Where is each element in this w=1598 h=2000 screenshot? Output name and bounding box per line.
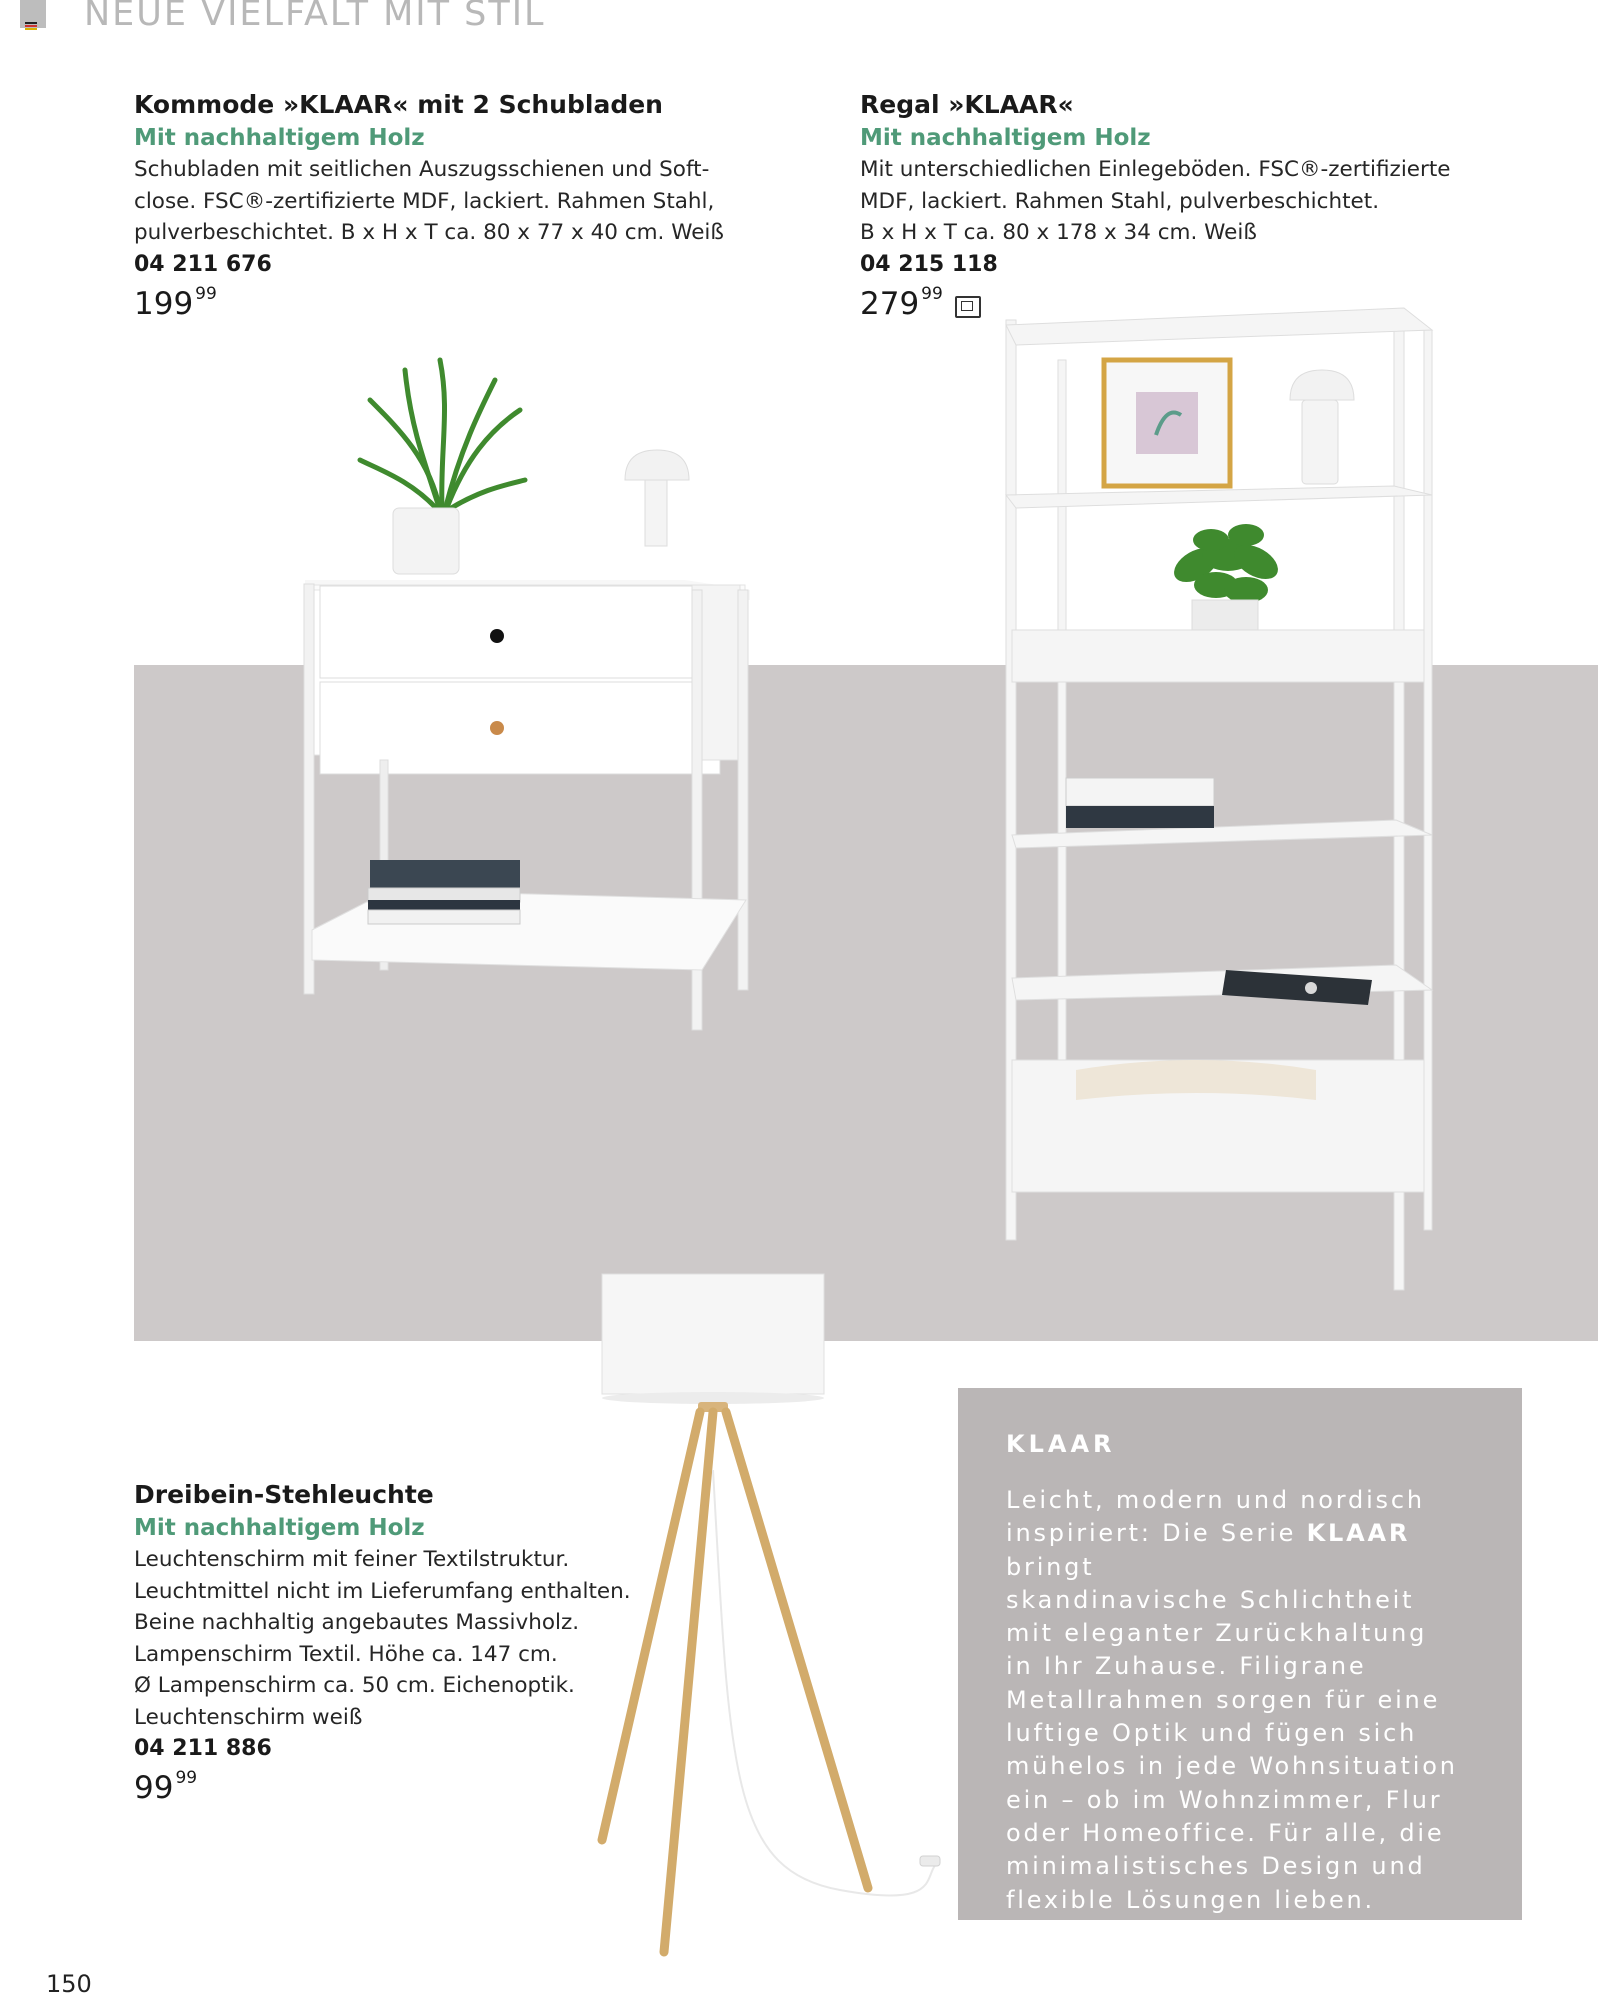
product-price	[860, 284, 1480, 324]
article-number: 04 215 118	[860, 251, 998, 277]
product-description: Leuchtenschirm mit feiner Textilstruktur. Leuchtmittel nicht im Lieferumfang enthalten. Beine nachhaltig angebautes Massivholz. Lampenschirm Textil. Höhe ca. 147 cm. Ø Lampenschirm ca. 50 cm. Eichenoptik. Leuchtenschirm weiß	[134, 1547, 631, 1730]
price-cents: 99	[921, 283, 943, 304]
info-text-brand: KLAAR	[1306, 1519, 1411, 1548]
product-title: Regal »KLAAR«	[860, 90, 1074, 119]
product-price	[134, 284, 754, 324]
shelf-image	[996, 300, 1436, 1280]
info-text-end: bringt skandinavische Schlichtheit mit eleganter Zurückhaltung in Ihr Zuhause. Filigrane Metallrahmen sorgen für eine luftige Optik und fügen sich mühelos in jede Wohnsituation ein – ob im Wohnzimmer, Flur oder Homeoffice. Für alle, die minimalistisches Design und flexible Lösungen lieben.	[1006, 1552, 1458, 1914]
page-number: 150	[46, 1970, 92, 1998]
product-description: Mit unterschiedlichen Einlegeböden. FSC®-zertifizierte MDF, lackiert. Rahmen Stahl, pulverbeschichtet. B x H x T ca. 80 x 178 x 34 cm. Weiß	[860, 157, 1451, 245]
article-number: 04 211 886	[134, 1736, 272, 1761]
section-title: NEUE VIELFALT MIT STIL	[84, 0, 546, 34]
price-cents: 99	[175, 1768, 198, 1788]
eco-label: Mit nachhaltigem Holz	[134, 125, 425, 151]
info-text-start: Leicht, modern und nordisch inspiriert: Die Serie	[1006, 1486, 1425, 1548]
product-shelf	[860, 88, 1480, 324]
product-description: Schubladen mit seitlichen Auszugsschienen und Soft- close. FSC®-zertifizierte MDF, lackiert. Rahmen Stahl, pulverbeschichtet. B x H x T ca. 80 x 77 x 40 cm. Weiß	[134, 157, 724, 245]
article-number: 04 211 676	[134, 251, 272, 277]
product-title: Dreibein-Stehleuchte	[134, 1480, 434, 1509]
info-text	[1006, 1484, 1506, 1917]
price-cents: 99	[195, 283, 217, 304]
flag-mark-icon	[25, 22, 37, 28]
price-main: 199	[134, 285, 194, 322]
product-floor-lamp	[134, 1478, 654, 1808]
info-title: KLAAR	[1006, 1430, 1116, 1458]
eco-label: Mit nachhaltigem Holz	[860, 125, 1151, 151]
price-main: 279	[860, 285, 920, 322]
eco-label: Mit nachhaltigem Holz	[134, 1515, 425, 1541]
price-main: 99	[134, 1770, 174, 1806]
dresser-image	[290, 340, 760, 1040]
product-title: Kommode »KLAAR« mit 2 Schubladen	[134, 90, 663, 119]
shipping-box-icon	[955, 296, 981, 318]
product-price	[134, 1768, 654, 1808]
product-dresser	[134, 88, 754, 324]
